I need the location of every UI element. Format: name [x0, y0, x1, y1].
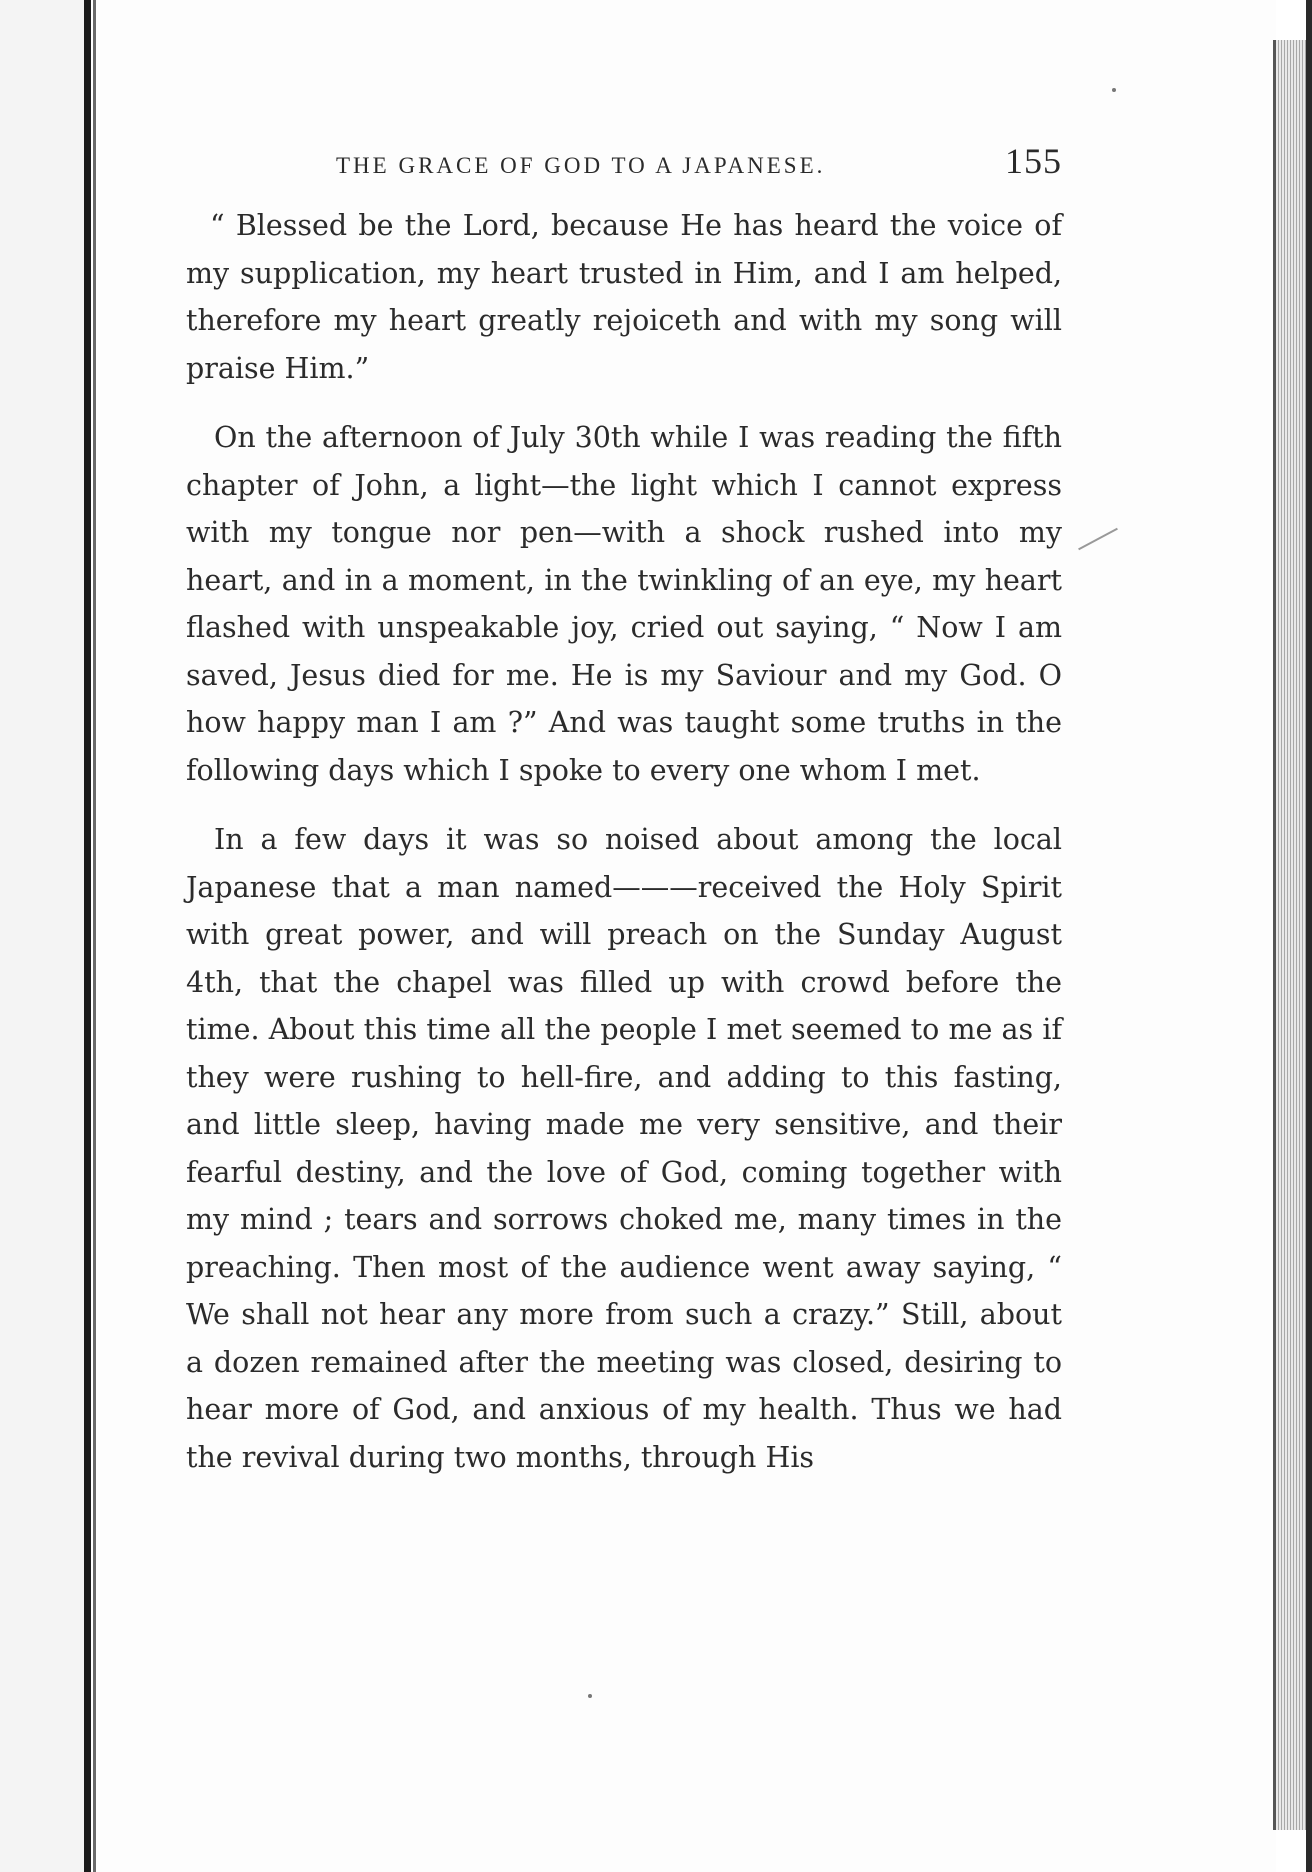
facing-page-margin	[0, 0, 84, 1872]
paragraph-2: On the afternoon of July 30th while I was reading the fifth chapter of John, a light—the light which I cannot express with my tongue nor pen—with a shock rushed into my heart, and in a moment, in the twinkling of an eye, my heart flashed with unspeakable joy, cried out saying, “ Now I am saved, Jesus died for me. He is my Saviour and my God. O how happy man I am ?” And was taught some truths in the following days which I spoke to every one whom I met.	[186, 421, 1062, 787]
running-title: THE GRACE OF GOD TO A JAPANESE.	[336, 153, 826, 178]
paragraph-3: In a few days it was so noised about among the local Japanese that a man named———received the Holy Spirit with great power, and will preach on the Sunday August 4th, that the chapel was filled up with crowd before the time. About this time all the people I met seemed to me as if they were rushing to hell-fire, and adding to this fasting, and little sleep, having made me very sensitive, and their fearful destiny, and the love of God, coming together with my mind ; tears and sorrows choked me, many times in the preaching. Then most of the audience went away saying, “ We shall not hear any more from such a crazy.” Still, about a dozen remained after the meeting was closed, desiring to hear more of God, and anxious of my health. Thus we had the revival during two months, through His	[186, 823, 1062, 1474]
scan-border	[1306, 0, 1312, 1872]
running-head	[186, 140, 1062, 190]
dust-speck	[1112, 88, 1116, 92]
paragraph-1: “ Blessed be the Lord, because He has heard the voice of my supplication, my heart trusted in Him, and I am helped, therefore my heart greatly rejoiceth and with my song will praise Him.”	[186, 209, 1062, 385]
page-number: 155	[1005, 141, 1062, 181]
dust-speck	[588, 1694, 592, 1698]
page-text-block	[186, 140, 1062, 1481]
binding-shadow	[84, 0, 91, 1872]
